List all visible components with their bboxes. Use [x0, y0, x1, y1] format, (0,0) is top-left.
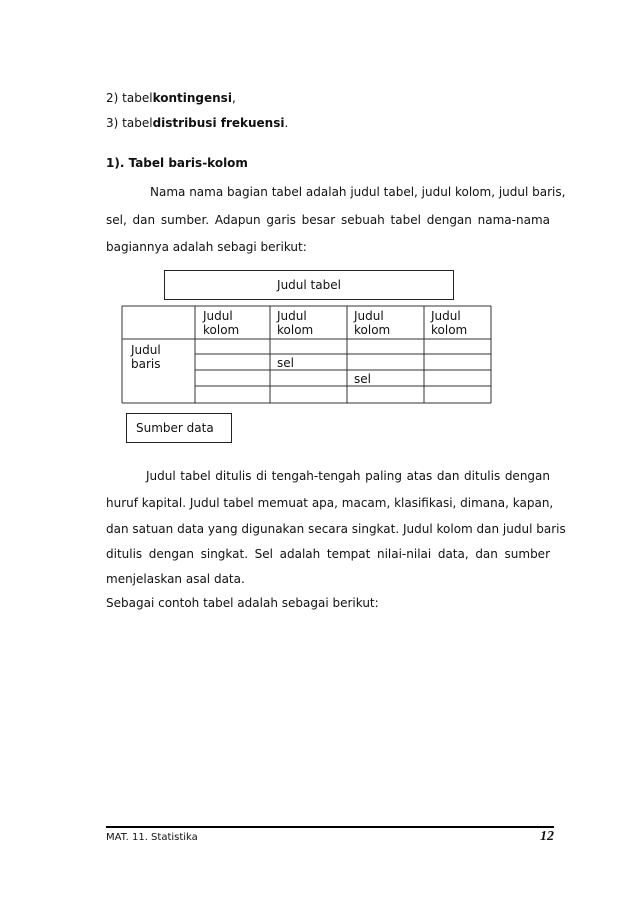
paragraph-line: Sebagai contoh tabel adalah sebagai berikut:: [106, 596, 379, 610]
column-head-line1: Judul: [354, 309, 384, 323]
paragraph-line: menjelaskan asal data.: [106, 572, 245, 586]
column-head-line2: kolom: [354, 323, 391, 337]
row-head-line2: baris: [131, 357, 161, 371]
column-head-line2: kolom: [431, 323, 468, 337]
source-box: [126, 413, 232, 443]
list-prefix: tabel: [122, 91, 153, 105]
footer-rule: [106, 826, 554, 828]
paragraph-line: bagiannya adalah sebagi berikut:: [106, 240, 307, 254]
column-head: [203, 309, 239, 337]
paragraph-line: Nama nama bagian tabel adalah judul tabel, judul kolom, judul baris,: [150, 185, 566, 199]
row-head-line1: Judul: [131, 343, 161, 357]
row-head: [131, 343, 161, 371]
column-head: [354, 309, 390, 337]
page-number: 12: [540, 829, 554, 844]
list-number: 2): [106, 91, 119, 105]
cell-label: sel: [277, 356, 294, 370]
list-bold-term: distribusi frekuensi: [152, 116, 285, 130]
column-head: [277, 309, 313, 337]
paragraph-line: dan satuan data yang digunakan secara singkat. Judul kolom dan judul baris: [106, 522, 566, 536]
source-label: Sumber data: [136, 421, 214, 435]
section-heading: 1). Tabel baris-kolom: [106, 156, 248, 170]
list-suffix: ,: [231, 91, 236, 105]
paragraph-line: sel, dan sumber. Adapun garis besar sebuah tabel dengan nama-nama: [106, 213, 550, 227]
list-bold-term: kontingensi: [152, 91, 232, 105]
column-head-line2: kolom: [203, 323, 240, 337]
column-head-line1: Judul: [277, 309, 307, 323]
list-prefix: tabel: [122, 116, 153, 130]
column-head-line1: Judul: [203, 309, 233, 323]
list-number: 3): [106, 116, 119, 130]
column-head-line1: Judul: [431, 309, 461, 323]
paragraph-line: ditulis dengan singkat. Sel adalah tempat nilai-nilai data, dan sumber: [106, 547, 550, 561]
footer-course: MAT. 11. Statistika: [106, 832, 198, 843]
cell-label: sel: [354, 372, 371, 386]
table-title-label: Judul tabel: [277, 278, 341, 292]
paragraph-line: huruf kapital. Judul tabel memuat apa, macam, klasifikasi, dimana, kapan,: [106, 496, 554, 510]
list-suffix: .: [284, 116, 289, 130]
column-head-line2: kolom: [277, 323, 314, 337]
paragraph-line: Judul tabel ditulis di tengah-tengah paling atas dan ditulis dengan: [146, 469, 550, 483]
column-head: [431, 309, 467, 337]
